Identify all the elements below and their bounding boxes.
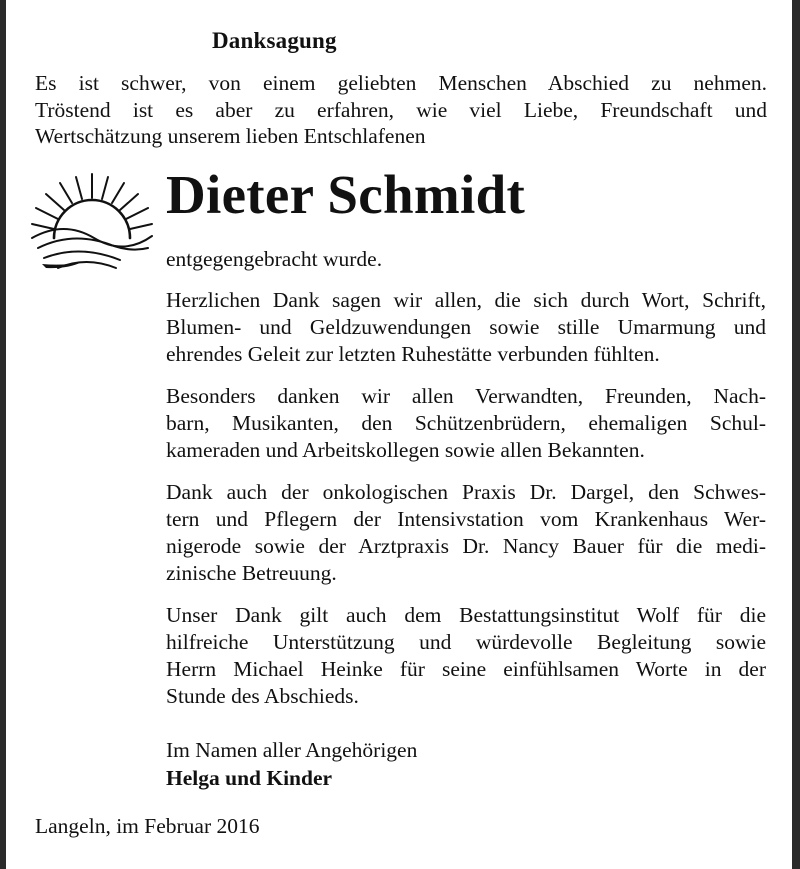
signature: Helga und Kinder [166,766,333,790]
closing-line: Im Namen aller Angehörigen [166,738,418,762]
thanks-body [166,287,766,725]
paragraph-line: Unser Dank gilt auch dem Bestattungsinstitut Wolf für die [166,603,766,627]
paragraph-line: Dank auch der onkologischen Praxis Dr. Dargel, den Schwes- [166,480,766,504]
thanks-paragraph [166,602,766,710]
thanks-paragraph [166,383,766,464]
thanks-paragraph [166,287,766,368]
notice-heading: Danksagung [212,28,337,53]
thanks-paragraph [166,479,766,587]
paragraph-line: Stunde des Abschieds. [166,684,359,708]
intro-text [35,70,767,150]
paragraph-line: barn, Musikanten, den Schützenbrüdern, ehemaligen Schul- [166,411,766,435]
intro-line: Wertschätzung unserem lieben Entschlafenen [35,124,426,148]
paragraph-line: Herzlichen Dank sagen wir allen, die sich durch Wort, Schrift, [166,288,766,312]
paragraph-line: Blumen- und Geldzuwendungen sowie stille Umarmung und [166,315,766,339]
paragraph-line: ehrendes Geleit zur letzten Ruhestätte verbunden fühlten. [166,342,660,366]
deceased-name: Dieter Schmidt [166,164,526,225]
closing-block [166,736,417,792]
paragraph-line: kameraden und Arbeitskollegen sowie allen Bekannten. [166,438,645,462]
intro-line: Tröstend ist es aber zu erfahren, wie viel Liebe, Freundschaft und [35,97,767,122]
right-border [792,0,800,869]
received-line: entgegengebracht wurde. [166,247,383,271]
paragraph-line: zinische Betreuung. [166,561,337,585]
place-date: Langeln, im Februar 2016 [35,814,260,838]
sunrise-over-hills-icon [24,168,164,278]
left-border [0,0,6,869]
paragraph-line: nigerode sowie der Arztpraxis Dr. Nancy Bauer für die medi- [166,534,766,558]
paragraph-line: tern und Pflegern der Intensivstation vom Krankenhaus Wer- [166,507,766,531]
paragraph-line: Herrn Michael Heinke für seine einfühlsamen Worte in der [166,657,766,681]
intro-line: Es ist schwer, von einem geliebten Menschen Abschied zu nehmen. [35,71,767,95]
paragraph-line: hilfreiche Unterstützung und würdevolle Begleitung sowie [166,630,766,654]
paragraph-line: Besonders danken wir allen Verwandten, Freunden, Nach- [166,384,766,408]
